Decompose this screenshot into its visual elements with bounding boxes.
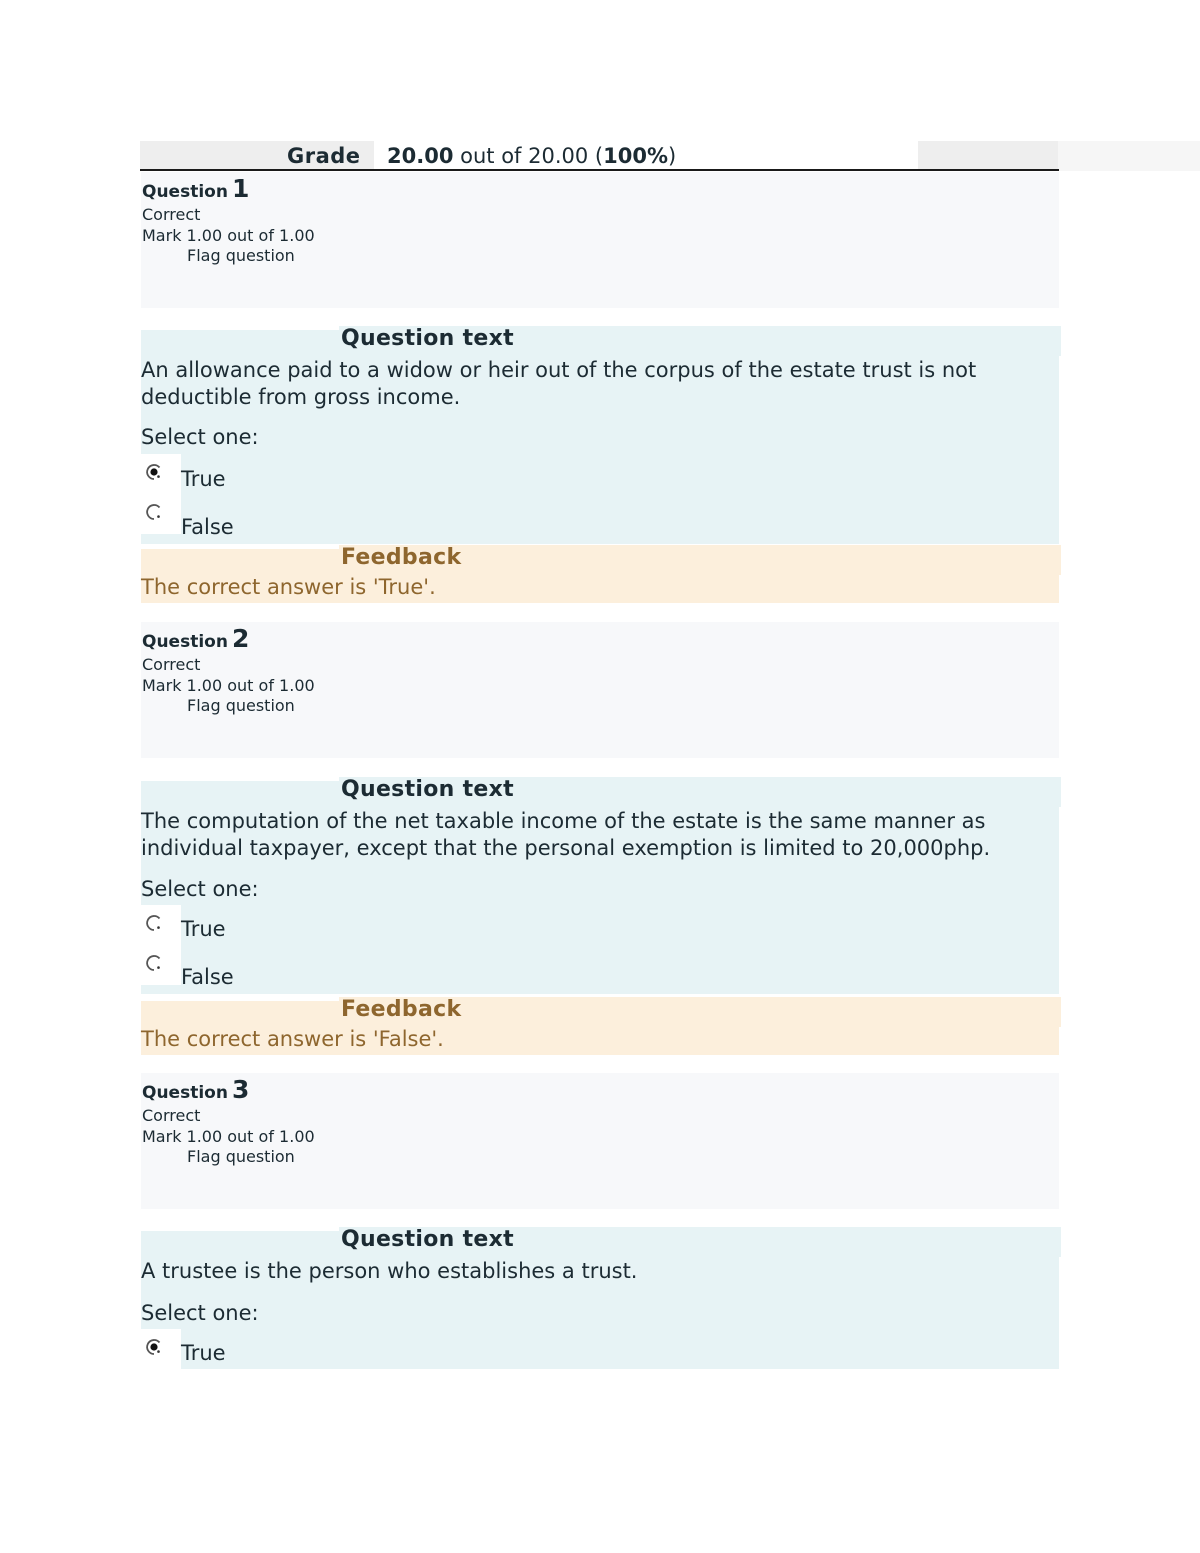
radio-selected-icon xyxy=(145,463,163,481)
option-false-radio[interactable] xyxy=(141,494,181,534)
grade-label: Grade xyxy=(287,144,361,168)
question-1-feedback xyxy=(141,545,1059,603)
option-true-label[interactable]: True xyxy=(181,467,226,491)
question-text: The computation of the net taxable income of the estate is the same manner as individual taxpayer, except that the personal exemption is limited to 20,000php. xyxy=(141,809,991,860)
option-false-label[interactable]: False xyxy=(181,515,234,539)
option-true-radio[interactable] xyxy=(141,1329,181,1369)
grade-value: 20.00 out of 20.00 (100%) xyxy=(387,144,677,168)
grade-percent: 100% xyxy=(603,144,669,168)
select-one-prompt: Select one: xyxy=(141,877,259,901)
flag-question-link[interactable]: Flag question xyxy=(187,696,295,715)
question-2-content xyxy=(141,777,1059,994)
flag-question-link[interactable]: Flag question xyxy=(187,246,295,265)
radio-unselected-icon xyxy=(145,954,163,972)
question-3-content xyxy=(141,1227,1059,1369)
question-text: A trustee is the person who establishes a trust. xyxy=(141,1259,638,1283)
question-mark: Mark 1.00 out of 1.00 xyxy=(142,1127,315,1146)
question-mark: Mark 1.00 out of 1.00 xyxy=(142,676,315,695)
question-text-heading: Question text xyxy=(339,1227,1061,1257)
grade-divider xyxy=(140,169,1059,171)
question-state: Correct xyxy=(142,655,201,674)
question-text: An allowance paid to a widow or heir out of the corpus of the estate trust is not deductible from gross income. xyxy=(141,358,977,409)
radio-unselected-icon xyxy=(145,914,163,932)
question-state: Correct xyxy=(142,205,201,224)
select-one-prompt: Select one: xyxy=(141,425,259,449)
question-number: Question 3 xyxy=(142,1075,250,1104)
feedback-text: The correct answer is 'False'. xyxy=(141,1027,444,1051)
question-2-info xyxy=(141,622,1059,758)
option-true-label[interactable]: True xyxy=(181,917,226,941)
question-text-heading: Question text xyxy=(339,326,1061,356)
question-number: Question 1 xyxy=(142,174,250,203)
question-3-info xyxy=(141,1073,1059,1209)
question-1-content xyxy=(141,326,1059,544)
option-false-label[interactable]: False xyxy=(181,965,234,989)
flag-question-link[interactable]: Flag question xyxy=(187,1147,295,1166)
feedback-text: The correct answer is 'True'. xyxy=(141,575,436,599)
grade-out-of: out of 20.00 xyxy=(460,144,589,168)
option-true-label[interactable]: True xyxy=(181,1341,226,1365)
option-false-radio[interactable] xyxy=(141,945,181,985)
question-state: Correct xyxy=(142,1106,201,1125)
question-number: Question 2 xyxy=(142,624,250,653)
option-true-radio[interactable] xyxy=(141,454,181,494)
question-2-feedback xyxy=(141,997,1059,1055)
option-true-radio[interactable] xyxy=(141,905,181,945)
question-mark: Mark 1.00 out of 1.00 xyxy=(142,226,315,245)
radio-unselected-icon xyxy=(145,503,163,521)
question-1-info xyxy=(141,172,1059,308)
feedback-heading: Feedback xyxy=(339,997,1061,1027)
question-text-heading: Question text xyxy=(339,777,1061,807)
select-one-prompt: Select one: xyxy=(141,1301,259,1325)
feedback-heading: Feedback xyxy=(339,545,1061,575)
radio-selected-icon xyxy=(145,1338,163,1356)
grade-score: 20.00 xyxy=(387,144,454,168)
